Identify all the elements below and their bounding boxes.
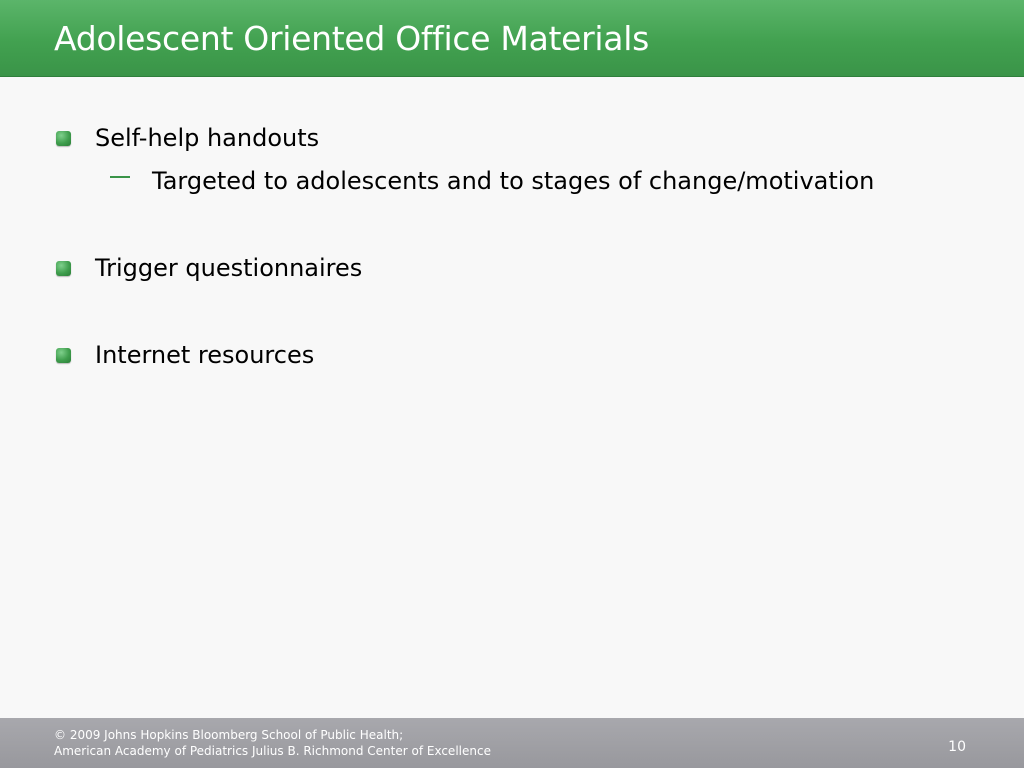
footer-copyright <box>54 727 491 759</box>
page-number: 10 <box>948 739 966 755</box>
footer-line-2: American Academy of Pediatrics Julius B. Richmond Center of Excellence <box>54 744 491 758</box>
green-square-bullet-icon <box>56 261 71 276</box>
bullet-item <box>56 122 319 154</box>
sub-bullet-item <box>110 165 874 197</box>
slide-title: Adolescent Oriented Office Materials <box>54 19 649 58</box>
bullet-text: Internet resources <box>95 341 315 369</box>
green-square-bullet-icon <box>56 131 71 146</box>
bullet-text: Trigger questionnaires <box>95 254 363 282</box>
bullet-text: Self-help handouts <box>95 124 320 152</box>
green-square-bullet-icon <box>56 348 71 363</box>
title-bar <box>0 0 1024 77</box>
bullet-item <box>56 339 314 371</box>
footer-bar <box>0 718 1024 768</box>
bullet-item <box>56 252 362 284</box>
sub-bullet-text: Targeted to adolescents and to stages of change/motivation <box>152 167 875 195</box>
green-dash-bullet-icon <box>110 176 130 178</box>
footer-line-1: © 2009 Johns Hopkins Bloomberg School of Public Health; <box>54 728 404 742</box>
